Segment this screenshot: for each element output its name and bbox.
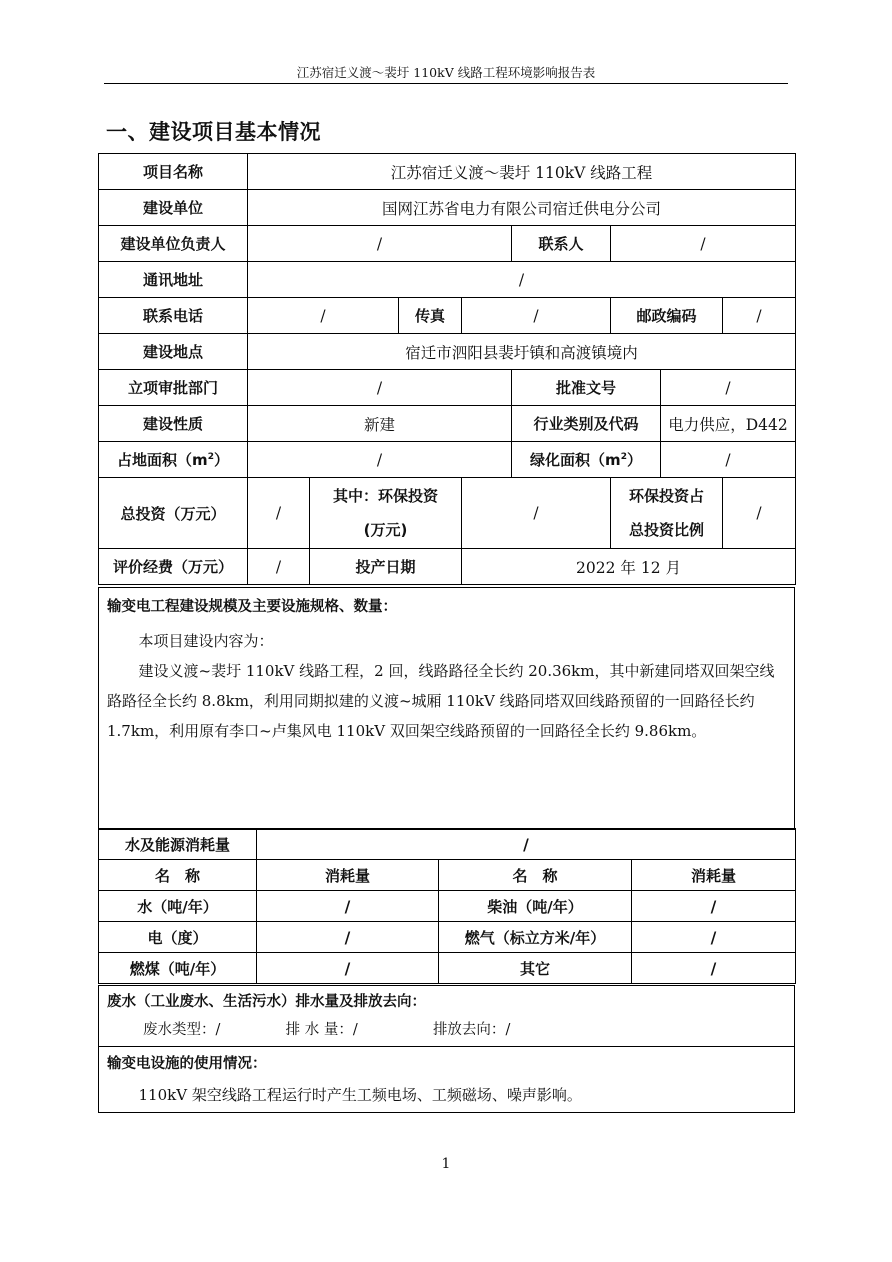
consumption-value: / [632,922,796,953]
approval-no-label: 批准文号 [512,370,661,406]
address-label: 通讯地址 [99,262,248,298]
postcode-value: / [723,298,796,334]
consumption-value: / [257,922,439,953]
approval-no-value: / [661,370,796,406]
eval-fee-label: 评价经费（万元） [99,549,248,585]
address-value: / [248,262,796,298]
project-name-label: 项目名称 [99,154,248,190]
nature-value: 新建 [248,406,512,442]
table-row [99,891,796,922]
production-date-label: 投产日期 [310,549,462,585]
env-invest-label: 其中：环保投资 (万元) [310,478,462,549]
production-date-value: 2022 年 12 月 [462,549,796,585]
location-value: 宿迁市泗阳县裴圩镇和高渡镇境内 [248,334,796,370]
scale-heading: 输变电工程建设规模及主要设施规格、数量： [107,599,397,615]
col-amount-2: 消耗量 [632,860,796,891]
consumption-name: 其它 [439,953,632,984]
wastewater-amount-value: / [352,1022,358,1038]
consumption-value: / [257,891,439,922]
consumption-value: / [632,891,796,922]
consumption-value: / [632,953,796,984]
phone-label: 联系电话 [99,298,248,334]
consumption-value: / [257,953,439,984]
env-ratio-label: 环保投资占 总投资比例 [611,478,723,549]
scale-cell [99,588,795,830]
wastewater-cell [99,986,795,1047]
builder-value: 国网江苏省电力有限公司宿迁供电分公司 [248,190,796,226]
consumption-name: 电（度） [99,922,257,953]
total-invest-label: 总投资（万元） [99,478,248,549]
wastewater-amount-label: 排 水 量： [285,1022,353,1038]
wastewater-dest-label: 排放去向： [432,1022,506,1038]
section-title: 一、建设项目基本情况 [106,120,321,144]
scale-intro: 本项目建设内容为： [138,632,274,650]
consumption-name: 燃煤（吨/年） [99,953,257,984]
scale-table [98,587,795,830]
consumption-name: 燃气（标立方米/年） [439,922,632,953]
phone-value: / [248,298,399,334]
consumption-title-value: / [257,829,796,860]
fax-value: / [462,298,611,334]
usage-heading: 输变电设施的使用情况： [107,1056,267,1072]
wastewater-usage-table [98,985,795,1113]
wastewater-type-label: 废水类型： [143,1022,216,1038]
table-row [99,922,796,953]
running-header: 江苏宿迁义渡～裴圩 110kV 线路工程环境影响报告表 [104,64,788,84]
env-ratio-value: / [723,478,796,549]
page-number: 1 [441,1156,451,1172]
total-invest-value: / [248,478,310,549]
postcode-label: 邮政编码 [611,298,723,334]
builder-lead-label: 建设单位负责人 [99,226,248,262]
nature-label: 建设性质 [99,406,248,442]
land-area-value: / [248,442,512,478]
builder-label: 建设单位 [99,190,248,226]
usage-cell [99,1047,795,1113]
env-invest-value: / [462,478,611,549]
usage-body: 110kV 架空线路工程运行时产生工频电场、工频磁场、噪声影响。 [138,1086,582,1104]
project-name-value: 江苏宿迁义渡～裴圩 110kV 线路工程 [248,154,796,190]
col-name-2: 名 称 [439,860,632,891]
green-area-label: 绿化面积$(m^2)$ [512,442,661,478]
fax-label: 传真 [399,298,462,334]
land-area-label: 占地面积$(m^2)$ [99,442,248,478]
consumption-name: 水（吨/年） [99,891,257,922]
consumption-name: 柴油（吨/年） [439,891,632,922]
consumption-title-label: 水及能源消耗量 [99,829,257,860]
approval-dept-label: 立项审批部门 [99,370,248,406]
wastewater-dest-value: / [505,1022,511,1038]
location-label: 建设地点 [99,334,248,370]
col-name-1: 名 称 [99,860,257,891]
wastewater-type-value: / [215,1022,221,1038]
wastewater-heading: 废水（工业废水、生活污水）排水量及排放去向： [107,994,426,1010]
contact-label: 联系人 [512,226,611,262]
approval-dept-value: / [248,370,512,406]
industry-label: 行业类别及代码 [512,406,661,442]
scale-body: 建设义渡~裴圩 110kV 线路工程，2 回，线路路径全长约 20.36km，其中新建同塔双回架空线路路径全长约 8.8km，利用同期拟建的义渡~城厢 110kV 线路同塔双回线路预留的一回路径长约 1.7km，利用原有李口~卢集风电 110kV 双回架空线路预留的一回路径全长约 9.86km。 [107,662,775,740]
consumption-table [98,828,796,984]
contact-value: / [611,226,796,262]
wastewater-line [107,1015,786,1045]
table-row [99,953,796,984]
industry-value: 电力供应，D442 [661,406,796,442]
eval-fee-value: / [248,549,310,585]
col-amount-1: 消耗量 [257,860,439,891]
basic-info-table [98,153,796,585]
builder-lead-value: / [248,226,512,262]
green-area-value: / [661,442,796,478]
